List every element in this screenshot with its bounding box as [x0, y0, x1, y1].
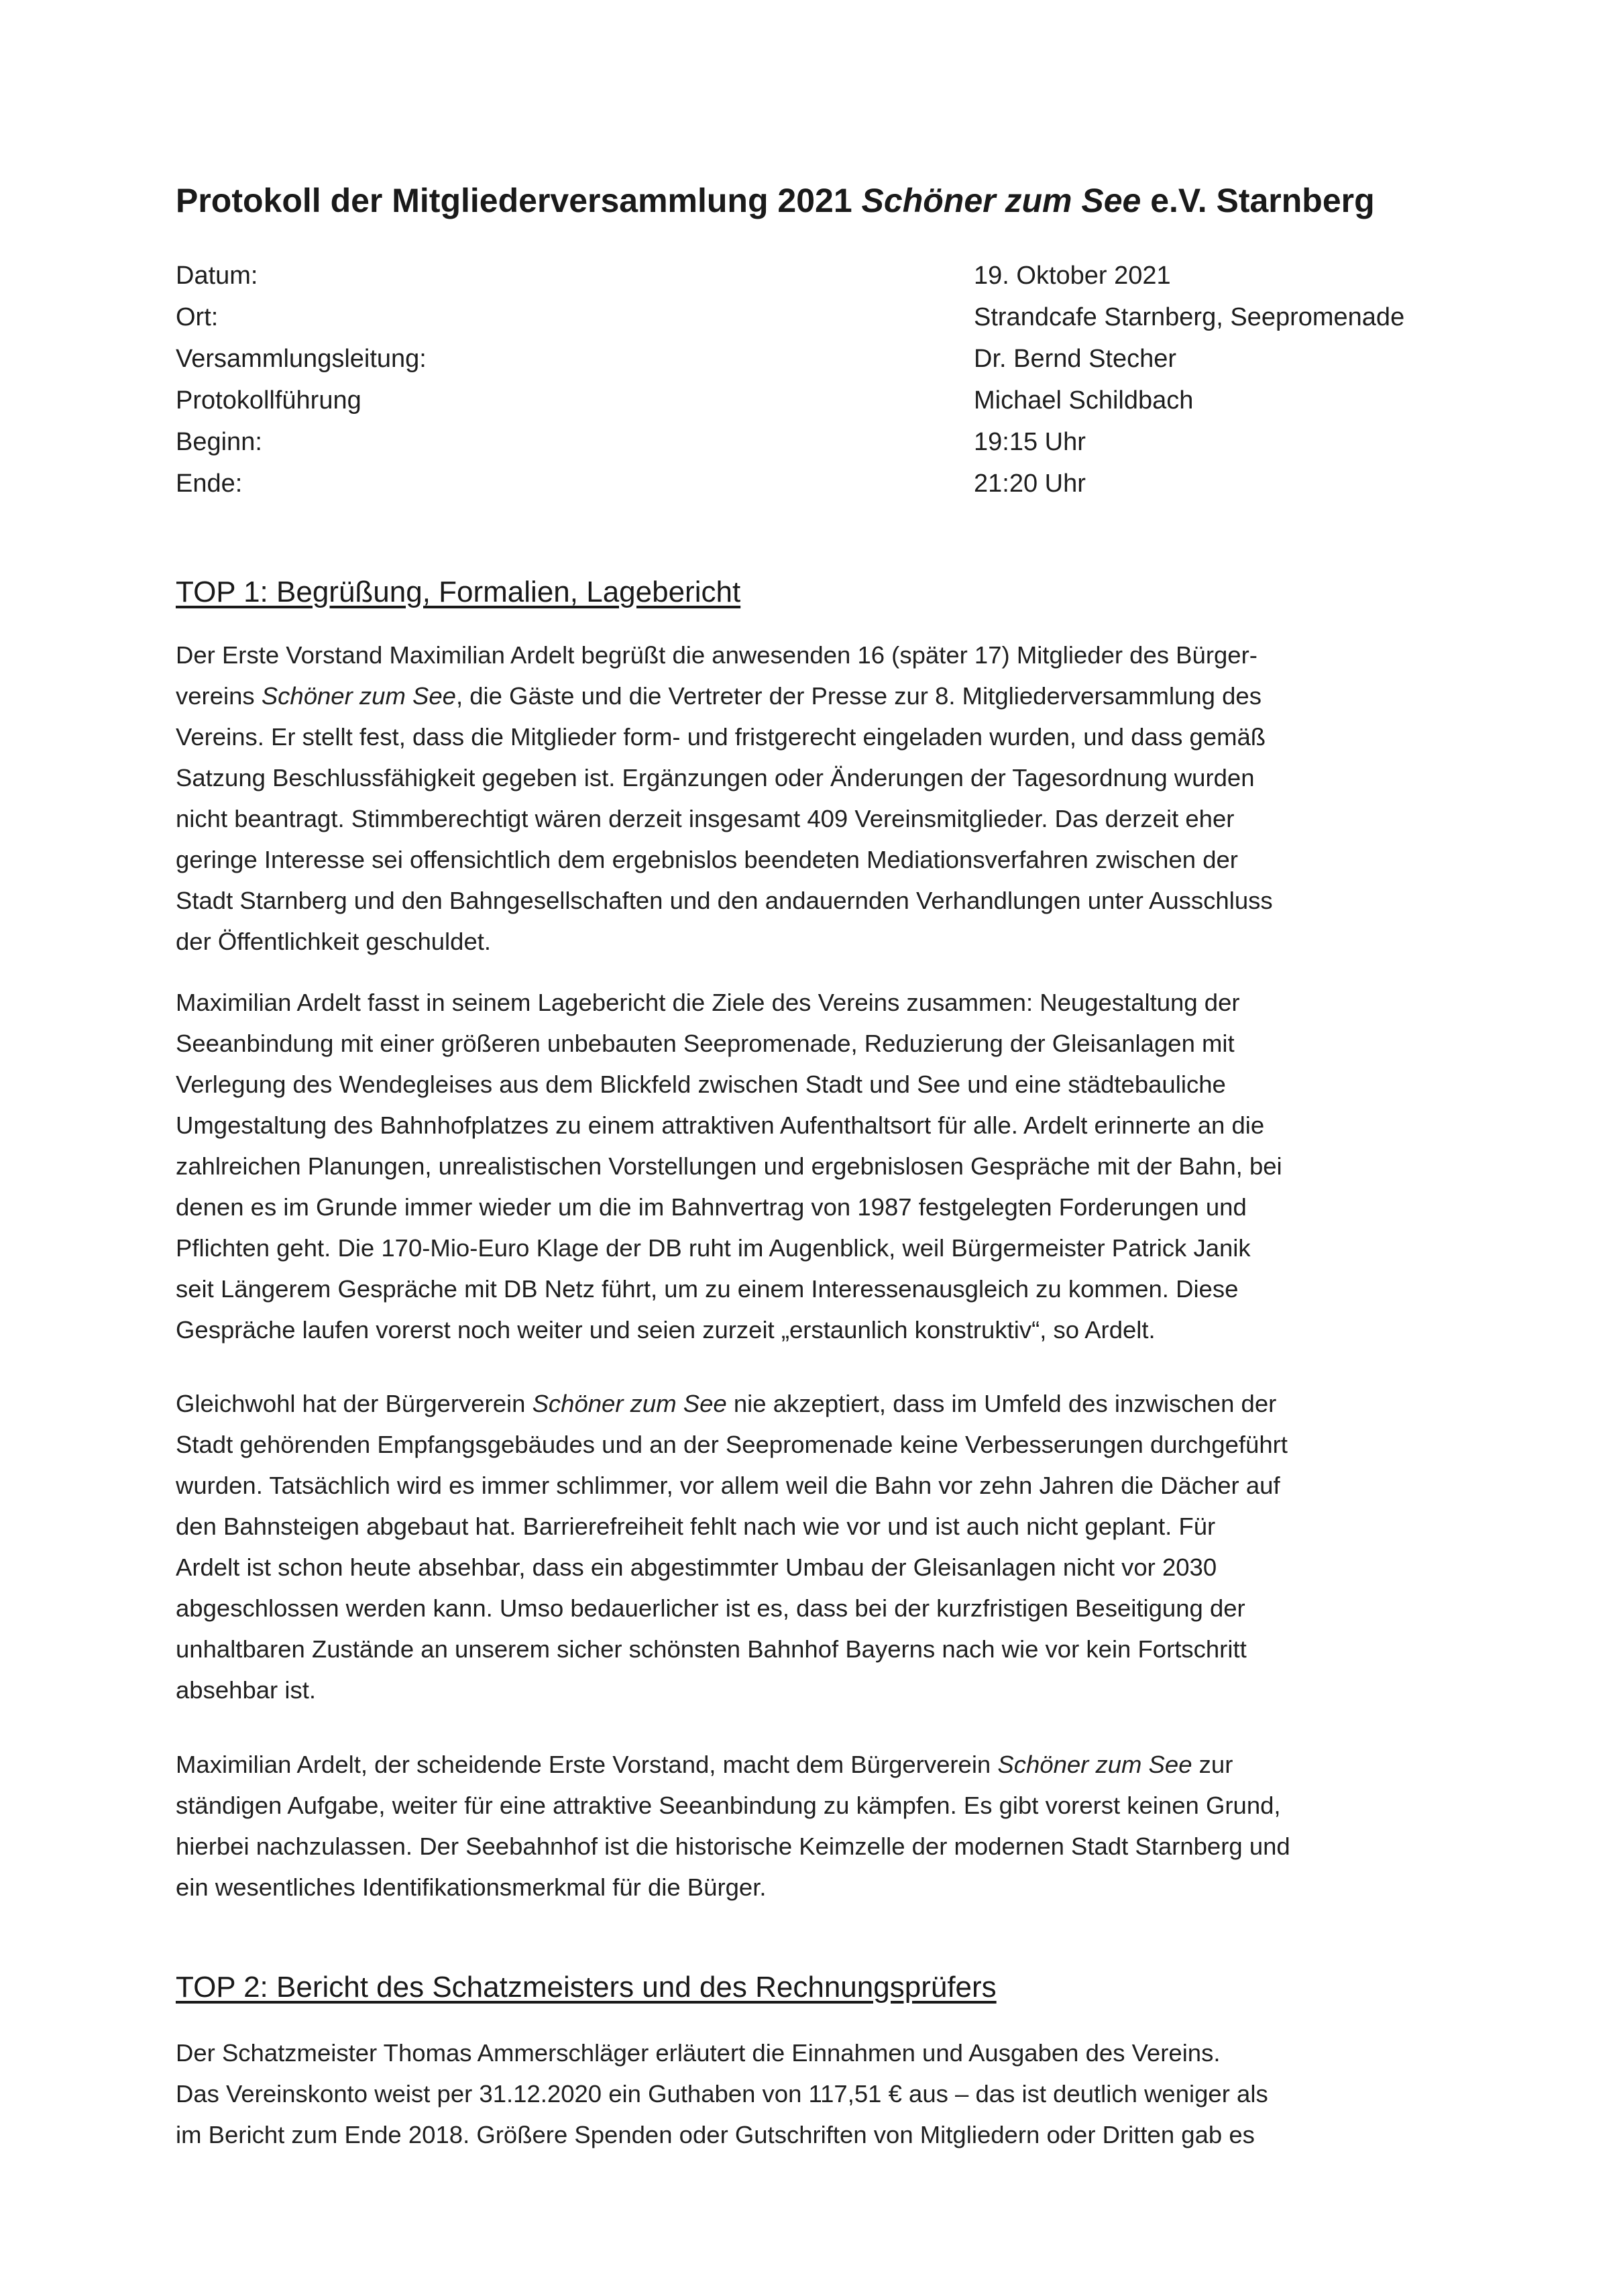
meta-label: Beginn: — [176, 428, 262, 456]
title-prefix: Protokoll der Mitgliederversammlung 2021 — [176, 182, 862, 219]
text-line: Verlegung des Wendegleises aus dem Blickfeld zwischen Stadt und See und eine städtebauliche — [176, 1071, 1226, 1098]
text-line: seit Längerem Gespräche mit DB Netz führt, um zu einem Interessenausgleich zu kommen. Diese — [176, 1275, 1239, 1303]
text-line: der Öffentlichkeit geschuldet. — [176, 928, 492, 955]
text-line: Seeanbindung mit einer größeren unbebauten Seepromenade, Reduzierung der Gleisanlagen mit — [176, 1030, 1235, 1057]
text-fragment: Gleichwohl hat der Bürgerverein — [176, 1390, 533, 1417]
meta-row-versammlungsleitung — [176, 338, 1517, 380]
meta-value: 19. Oktober 2021 — [974, 262, 1171, 290]
text-line: Der Erste Vorstand Maximilian Ardelt begrüßt die anwesenden 16 (später 17) Mitglieder des Bürger- — [176, 641, 1257, 669]
meta-label: Ort: — [176, 303, 219, 331]
meta-value: Strandcafe Starnberg, Seepromenade — [974, 303, 1405, 331]
text-line: ein wesentliches Identifikationsmerkmal für die Bürger. — [176, 1873, 767, 1901]
text-fragment: , die Gäste und die Vertreter der Presse zur 8. Mitgliederversammlung des — [455, 682, 1262, 710]
text-line: Ardelt ist schon heute absehbar, dass ein abgestimmter Umbau der Gleisanlagen nicht vor 2030 — [176, 1553, 1217, 1581]
meta-row-ort — [176, 296, 1517, 338]
meta-value: 21:20 Uhr — [974, 470, 1086, 498]
title-suffix: e.V. Starnberg — [1141, 182, 1375, 219]
meta-label: Versammlungsleitung: — [176, 345, 427, 373]
meta-row-datum — [176, 255, 1517, 296]
text-line — [176, 1744, 1477, 1785]
text-line: abgeschlossen werden kann. Umso bedauerlicher ist es, dass bei der kurzfristigen Beseitigung der — [176, 1594, 1245, 1622]
meta-value: Dr. Bernd Stecher — [974, 345, 1177, 373]
top1-paragraph-2 — [176, 982, 1477, 1350]
meta-row-beginn — [176, 421, 1517, 463]
text-fragment: Maximilian Ardelt, der scheidende Erste Vorstand, macht dem Bürgerverein — [176, 1751, 998, 1778]
text-line: Stadt gehörenden Empfangsgebäudes und an der Seepromenade keine Verbesserungen durchgeführt — [176, 1431, 1288, 1458]
top2-heading: TOP 2: Bericht des Schatzmeisters und des Rechnungsprüfers — [176, 1971, 997, 2004]
text-fragment: nie akzeptiert, dass im Umfeld des inzwischen der — [726, 1390, 1277, 1417]
text-fragment: vereins — [176, 682, 262, 710]
text-line: Satzung Beschlussfähigkeit gegeben ist. Ergänzungen oder Änderungen der Tagesordnung wurden — [176, 764, 1255, 791]
association-name: Schöner zum See — [532, 1390, 727, 1417]
text-line: Maximilian Ardelt fasst in seinem Lagebericht die Ziele des Vereins zusammen: Neugestaltung der — [176, 989, 1240, 1016]
text-line: zahlreichen Planungen, unrealistischen Vorstellungen und ergebnislosen Gespräche mit der Bahn, bei — [176, 1152, 1282, 1180]
association-name: Schöner zum See — [997, 1751, 1192, 1778]
meta-value: 19:15 Uhr — [974, 428, 1086, 456]
text-line: ständigen Aufgabe, weiter für eine attraktive Seeanbindung zu kämpfen. Es gibt vorerst keinen Grund, — [176, 1792, 1281, 1819]
text-line: nicht beantragt. Stimmberechtigt wären derzeit insgesamt 409 Vereinsmitglieder. Das derzeit eher — [176, 805, 1235, 832]
meta-value: Michael Schildbach — [974, 386, 1194, 415]
text-line: geringe Interesse sei offensichtlich dem ergebnislos beendeten Mediationsverfahren zwischen der — [176, 846, 1238, 873]
text-line: im Bericht zum Ende 2018. Größere Spenden oder Gutschriften von Mitgliedern oder Dritten gab es — [176, 2121, 1255, 2148]
text-line: den Bahnsteigen abgebaut hat. Barrierefreiheit fehlt nach wie vor und ist auch nicht geplant. Für — [176, 1513, 1216, 1540]
text-line: absehbar ist. — [176, 1676, 316, 1704]
top1-paragraph-4 — [176, 1744, 1477, 1908]
top2-paragraph-1 — [176, 2032, 1477, 2155]
association-name: Schöner zum See — [261, 682, 456, 710]
top1-paragraph-3 — [176, 1383, 1477, 1710]
text-line: Der Schatzmeister Thomas Ammerschläger erläutert die Einnahmen und Ausgaben des Vereins. — [176, 2039, 1221, 2067]
text-line: Vereins. Er stellt fest, dass die Mitglieder form- und fristgerecht eingeladen wurden, und dass gemäß — [176, 723, 1266, 751]
meta-label: Protokollführung — [176, 386, 361, 415]
text-line: denen es im Grunde immer wieder um die im Bahnvertrag von 1987 festgelegten Forderungen und — [176, 1193, 1247, 1221]
text-line: unhaltbaren Zustände an unserem sicher schönsten Bahnhof Bayerns nach wie vor kein Fortschritt — [176, 1635, 1247, 1663]
text-line: Stadt Starnberg und den Bahngesellschaften und den andauernden Verhandlungen unter Ausschluss — [176, 887, 1273, 914]
text-line — [176, 1383, 1477, 1424]
meta-label: Datum: — [176, 262, 258, 290]
text-line — [176, 675, 1477, 716]
text-line: Pflichten geht. Die 170-Mio-Euro Klage der DB ruht im Augenblick, weil Bürgermeister Patrick Janik — [176, 1234, 1251, 1262]
text-line: hierbei nachzulassen. Der Seebahnhof ist die historische Keimzelle der modernen Stadt Starnberg und — [176, 1833, 1290, 1860]
meta-row-ende — [176, 463, 1517, 504]
meta-row-protokollfuehrung — [176, 380, 1517, 421]
text-line: wurden. Tatsächlich wird es immer schlimmer, vor allem weil die Bahn vor zehn Jahren die Dächer auf — [176, 1472, 1280, 1499]
text-line: Gespräche laufen vorerst noch weiter und seien zurzeit „erstaunlich konstruktiv“, so Ardelt. — [176, 1316, 1156, 1344]
text-line: Das Vereinskonto weist per 31.12.2020 ein Guthaben von 117,51 € aus – das ist deutlich weniger als — [176, 2080, 1268, 2108]
text-line: Umgestaltung des Bahnhofplatzes zu einem attraktiven Aufenthaltsort für alle. Ardelt erinnerte an die — [176, 1111, 1265, 1139]
top1-heading: TOP 1: Begrüßung, Formalien, Lagebericht — [176, 576, 741, 608]
meta-label: Ende: — [176, 470, 243, 498]
document-title — [176, 181, 1517, 220]
title-association-name: Schöner zum See — [861, 182, 1141, 219]
top1-paragraph-1 — [176, 635, 1477, 962]
text-fragment: zur — [1192, 1751, 1233, 1778]
meeting-details — [176, 255, 1517, 504]
